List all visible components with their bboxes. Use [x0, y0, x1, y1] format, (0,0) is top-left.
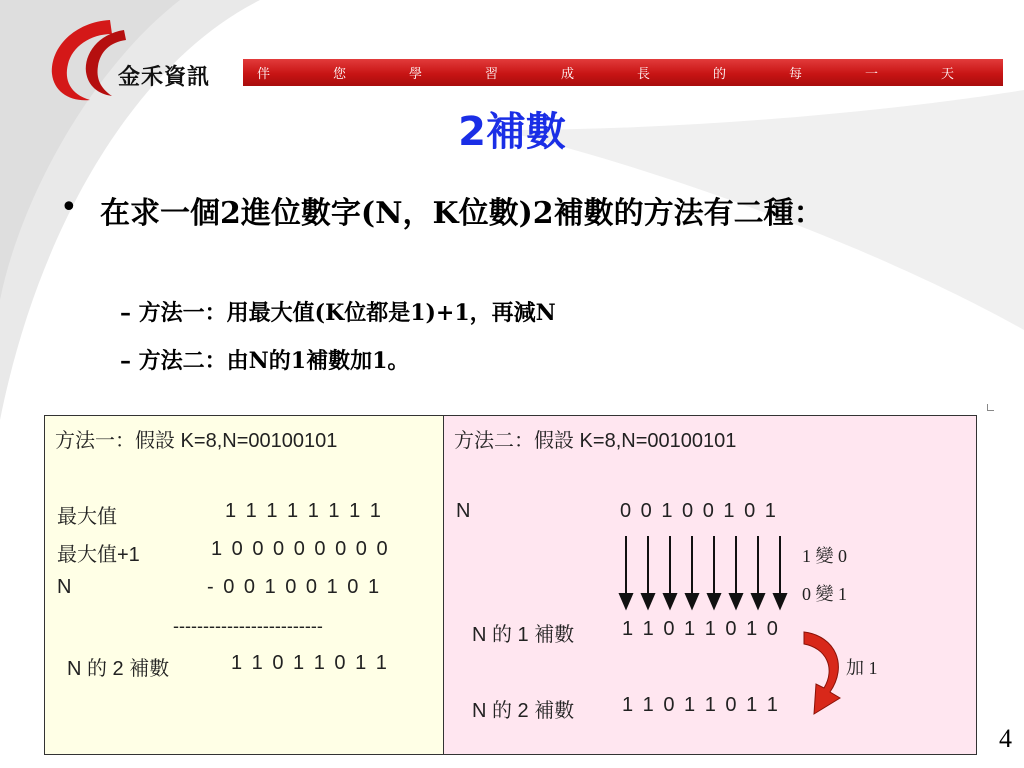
- method-two-text: – 方法二：由N的1補數加1。: [120, 348, 410, 374]
- slogan-char: 您: [333, 67, 347, 82]
- result-value: 1 1 0 1 1 0 1 1: [231, 652, 389, 674]
- slide-title: 2補數: [458, 109, 566, 155]
- twos-complement-value: 1 1 0 1 1 0 1 1: [622, 694, 780, 716]
- n-value: 0 0 1 0 0 1 0 1: [620, 500, 778, 522]
- corner-mark: [987, 404, 994, 411]
- rule-zero-to-one: 0 變 1: [802, 584, 847, 604]
- flip-arrows-icon: [614, 532, 814, 612]
- method-two-panel: [443, 415, 977, 755]
- slogan-char: 每: [789, 67, 803, 82]
- method-one-panel: [44, 415, 444, 755]
- row-label: 最大值: [57, 506, 117, 528]
- slogan-char: 學: [409, 67, 423, 82]
- subtraction-divider: -------------------------: [173, 616, 323, 636]
- n-label: N: [456, 500, 471, 522]
- add-one-label: 加 1: [846, 658, 878, 678]
- ones-complement-label: N 的 1 補數: [472, 624, 575, 646]
- rule-one-to-zero: 1 變 0: [802, 546, 847, 566]
- panel-heading: 方法二：假設 K=8,N=00100101: [454, 430, 737, 452]
- slogan-char: 伴: [257, 67, 271, 82]
- bullet-text: 在求一個2進位數字(N，K位數)2補數的方法有二種：: [100, 196, 824, 231]
- slogan-char: 一: [865, 67, 879, 82]
- slogan-char: 的: [713, 67, 727, 82]
- slogan-char: 成: [561, 67, 575, 82]
- page-number: 4: [999, 724, 1012, 753]
- result-label: N 的 2 補數: [67, 658, 170, 680]
- method-one-text: – 方法一：用最大值(K位都是1)+1，再減N: [120, 300, 556, 326]
- ones-complement-value: 1 1 0 1 1 0 1 0: [622, 618, 780, 640]
- row-label: N: [57, 576, 72, 598]
- logo-text: 金禾資訊: [118, 65, 211, 90]
- slogan-char: 習: [485, 67, 499, 82]
- row-value: - 0 0 1 0 0 1 0 1: [207, 576, 382, 598]
- panel-heading: 方法一：假設 K=8,N=00100101: [55, 430, 338, 452]
- row-value: 1 1 1 1 1 1 1 1: [225, 500, 383, 522]
- twos-complement-label: N 的 2 補數: [472, 700, 575, 722]
- slogan-char: 長: [637, 67, 651, 82]
- slogan-char: 天: [941, 67, 955, 82]
- complement-figure: [34, 405, 984, 757]
- slogan-band: [243, 59, 1003, 86]
- row-label: 最大值+1: [57, 544, 140, 566]
- bullet-dot-icon: •: [60, 190, 78, 225]
- row-value: 1 0 0 0 0 0 0 0 0: [211, 538, 390, 560]
